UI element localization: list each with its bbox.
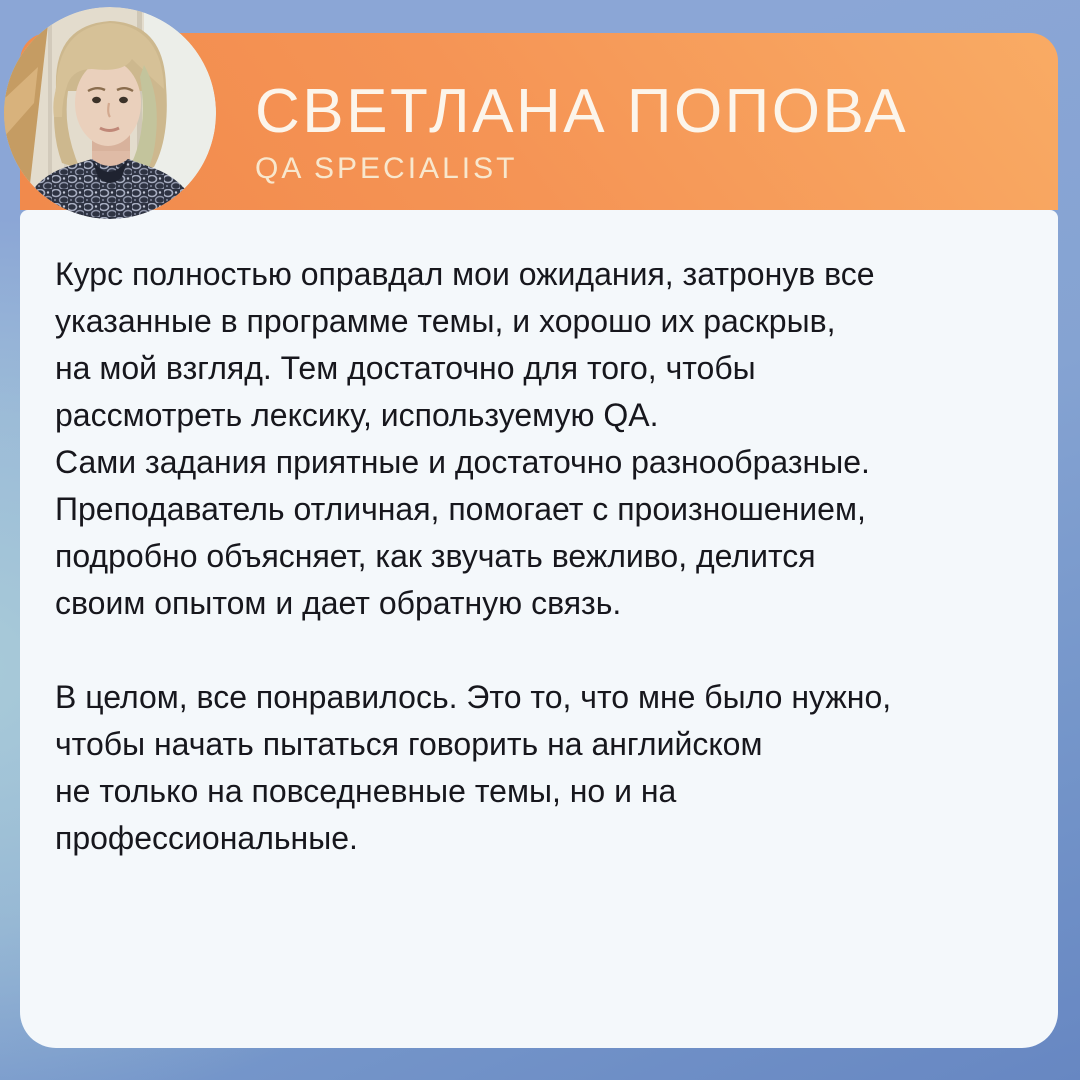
header-text-block: [255, 77, 909, 186]
testimonial-card: [20, 210, 1058, 1048]
testimonial-line: профессиональные.: [55, 820, 358, 856]
testimonial-line: на мой взгляд. Тем достаточно для того, чтобы: [55, 350, 756, 386]
profile-name: СВЕТЛАНА ПОПОВА: [255, 77, 909, 146]
testimonial-line: рассмотреть лексику, используемую QA.: [55, 397, 659, 433]
testimonial-line: своим опытом и дает обратную связь.: [55, 585, 622, 621]
testimonial-text: [55, 251, 891, 862]
avatar-photo-illustration: [4, 7, 216, 219]
testimonial-line: указанные в программе темы, и хорошо их раскрыв,: [55, 303, 836, 339]
testimonial-line-blank: [55, 627, 891, 674]
testimonial-line: Сами задания приятные и достаточно разнообразные.: [55, 444, 870, 480]
testimonial-line: В целом, все понравилось. Это то, что мне было нужно,: [55, 679, 892, 715]
testimonial-line: Преподаватель отличная, помогает с произношением,: [55, 491, 866, 527]
testimonial-line: чтобы начать пытаться говорить на английском: [55, 726, 763, 762]
profile-role: QA SPECIALIST: [255, 152, 518, 185]
avatar: [4, 7, 216, 219]
testimonial-line: не только на повседневные темы, но и на: [55, 773, 677, 809]
testimonial-line: подробно объясняет, как звучать вежливо, делится: [55, 538, 816, 574]
testimonial-line: Курс полностью оправдал мои ожидания, затронув все: [55, 256, 875, 292]
